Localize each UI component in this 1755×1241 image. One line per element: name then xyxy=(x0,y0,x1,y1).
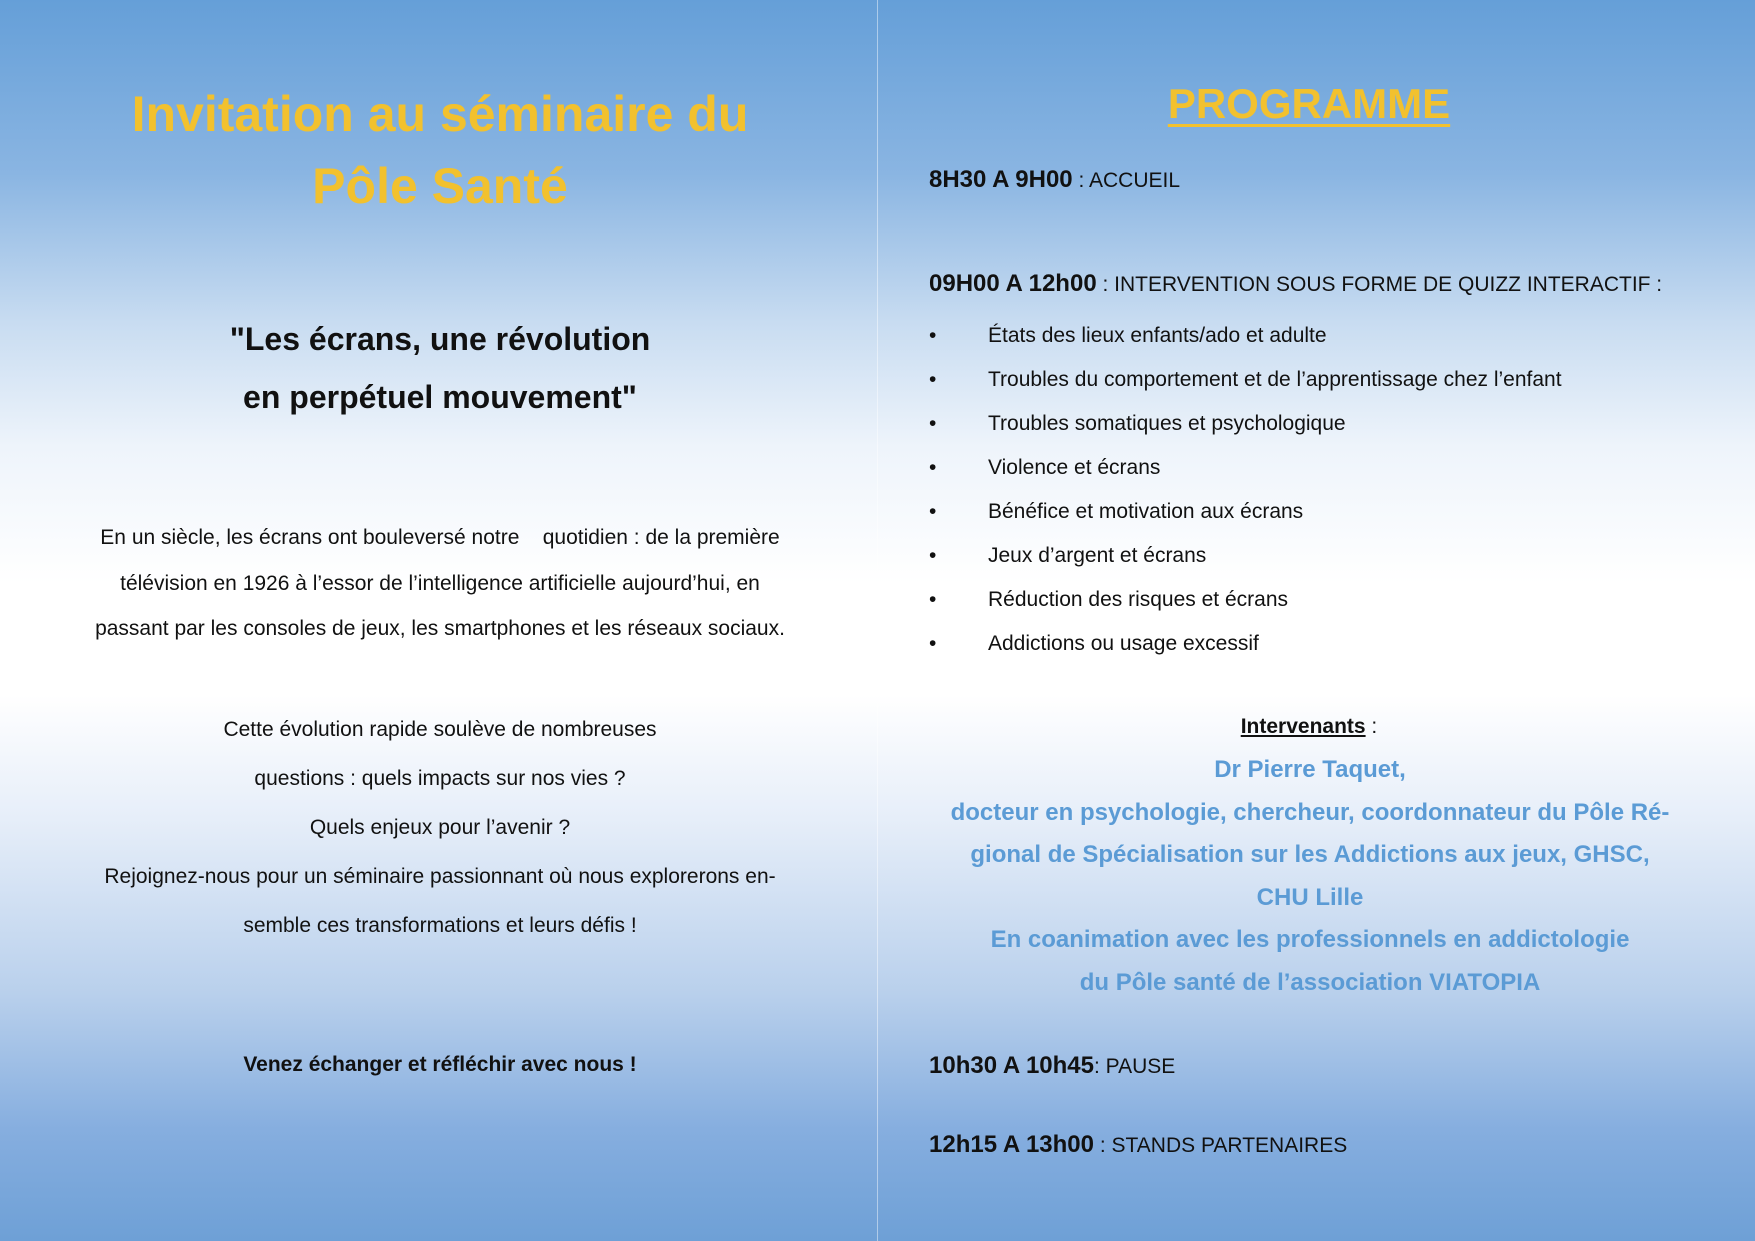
topics-list xyxy=(929,318,1562,670)
topic-text: Réduction des risques et écrans xyxy=(988,588,1288,611)
slot-description: : ACCUEIL xyxy=(1072,169,1181,192)
quote-line-2: en perpétuel mouvement" xyxy=(243,379,637,415)
questions-paragraph xyxy=(60,705,820,950)
slot-description: : STANDS PARTENAIRES xyxy=(1094,1134,1348,1157)
speakers-label: Intervenants xyxy=(1240,715,1366,738)
bullet-icon: • xyxy=(929,544,937,567)
programme-title: PROGRAMME xyxy=(1167,80,1451,127)
speaker-line: gional de Spécialisation sur les Addictions aux jeux, GHSC, xyxy=(970,841,1650,868)
bullet-icon: • xyxy=(929,500,937,523)
invitation-title xyxy=(40,78,840,222)
slot-time: 09H00 A 12h00 xyxy=(929,270,1097,297)
schedule-slot-intervention xyxy=(929,270,1662,298)
seminar-theme-quote xyxy=(40,310,840,426)
schedule-slot-stands xyxy=(929,1131,1347,1159)
questions-line: Cette évolution rapide soulève de nombreuses xyxy=(223,718,657,741)
schedule-slot-break xyxy=(929,1052,1175,1080)
speaker-line: du Pôle santé de l’association VIATOPIA xyxy=(1079,968,1541,996)
speakers-heading xyxy=(878,715,1740,739)
quote-line-1: "Les écrans, une révolution xyxy=(229,321,651,357)
intro-line: télévision en 1926 à l’essor de l’intelligence artificielle aujourd’hui, en xyxy=(120,571,760,595)
bullet-icon: • xyxy=(929,632,937,655)
list-item xyxy=(929,582,1562,626)
bullet-icon: • xyxy=(929,324,937,347)
invitation-title-line-1: Invitation au séminaire du xyxy=(131,86,749,142)
speakers-colon: : xyxy=(1365,715,1378,738)
list-item xyxy=(929,406,1562,450)
questions-line: Rejoignez-nous pour un séminaire passionnant où nous explorerons en- xyxy=(104,865,776,888)
slot-time: 10h30 A 10h45 xyxy=(929,1052,1094,1079)
intro-line: En un siècle, les écrans ont bouleversé notre quotidien : de la première xyxy=(100,526,780,549)
questions-line: questions : quels impacts sur nos vies ? xyxy=(254,767,626,790)
questions-line: Quels enjeux pour l’avenir ? xyxy=(309,816,571,839)
bullet-icon: • xyxy=(929,588,937,611)
topic-text: États des lieux enfants/ado et adulte xyxy=(988,324,1327,347)
list-item xyxy=(929,450,1562,494)
list-item xyxy=(929,494,1562,538)
slot-time: 12h15 A 13h00 xyxy=(929,1131,1094,1158)
speaker-details xyxy=(920,749,1700,1004)
speaker-line: En coanimation avec les professionnels en addictologie xyxy=(990,926,1630,953)
bullet-icon: • xyxy=(929,368,937,391)
slot-description: : PAUSE xyxy=(1094,1055,1176,1078)
topic-text: Jeux d’argent et écrans xyxy=(988,544,1207,567)
topic-text: Violence et écrans xyxy=(988,456,1161,479)
topic-text: Bénéfice et motivation aux écrans xyxy=(988,500,1304,523)
schedule-slot-welcome xyxy=(929,166,1180,194)
topic-text: Troubles du comportement et de l’apprentissage chez l’enfant xyxy=(988,368,1562,391)
intro-paragraph xyxy=(60,515,820,652)
speaker-line: CHU Lille xyxy=(1256,883,1364,911)
list-item xyxy=(929,362,1562,406)
slot-description: : INTERVENTION SOUS FORME DE QUIZZ INTERACTIF : xyxy=(1096,273,1663,296)
invitation-title-line-2: Pôle Santé xyxy=(312,158,568,214)
intro-line: passant par les consoles de jeux, les smartphones et les réseaux sociaux. xyxy=(95,617,785,640)
slot-time: 8H30 A 9H00 xyxy=(929,166,1073,193)
speaker-line: docteur en psychologie, chercheur, coordonnateur du Pôle Ré- xyxy=(950,798,1670,826)
topic-text: Addictions ou usage excessif xyxy=(988,632,1259,655)
speaker-line: Dr Pierre Taquet, xyxy=(1214,756,1406,783)
list-item xyxy=(929,626,1562,670)
bullet-icon: • xyxy=(929,412,937,435)
questions-line: semble ces transformations et leurs défis ! xyxy=(243,914,637,937)
topic-text: Troubles somatiques et psychologique xyxy=(988,412,1346,435)
call-to-action: Venez échanger et réfléchir avec nous ! xyxy=(243,1053,637,1076)
panel-divider xyxy=(877,0,878,1241)
list-item xyxy=(929,318,1562,362)
list-item xyxy=(929,538,1562,582)
bullet-icon: • xyxy=(929,456,937,479)
